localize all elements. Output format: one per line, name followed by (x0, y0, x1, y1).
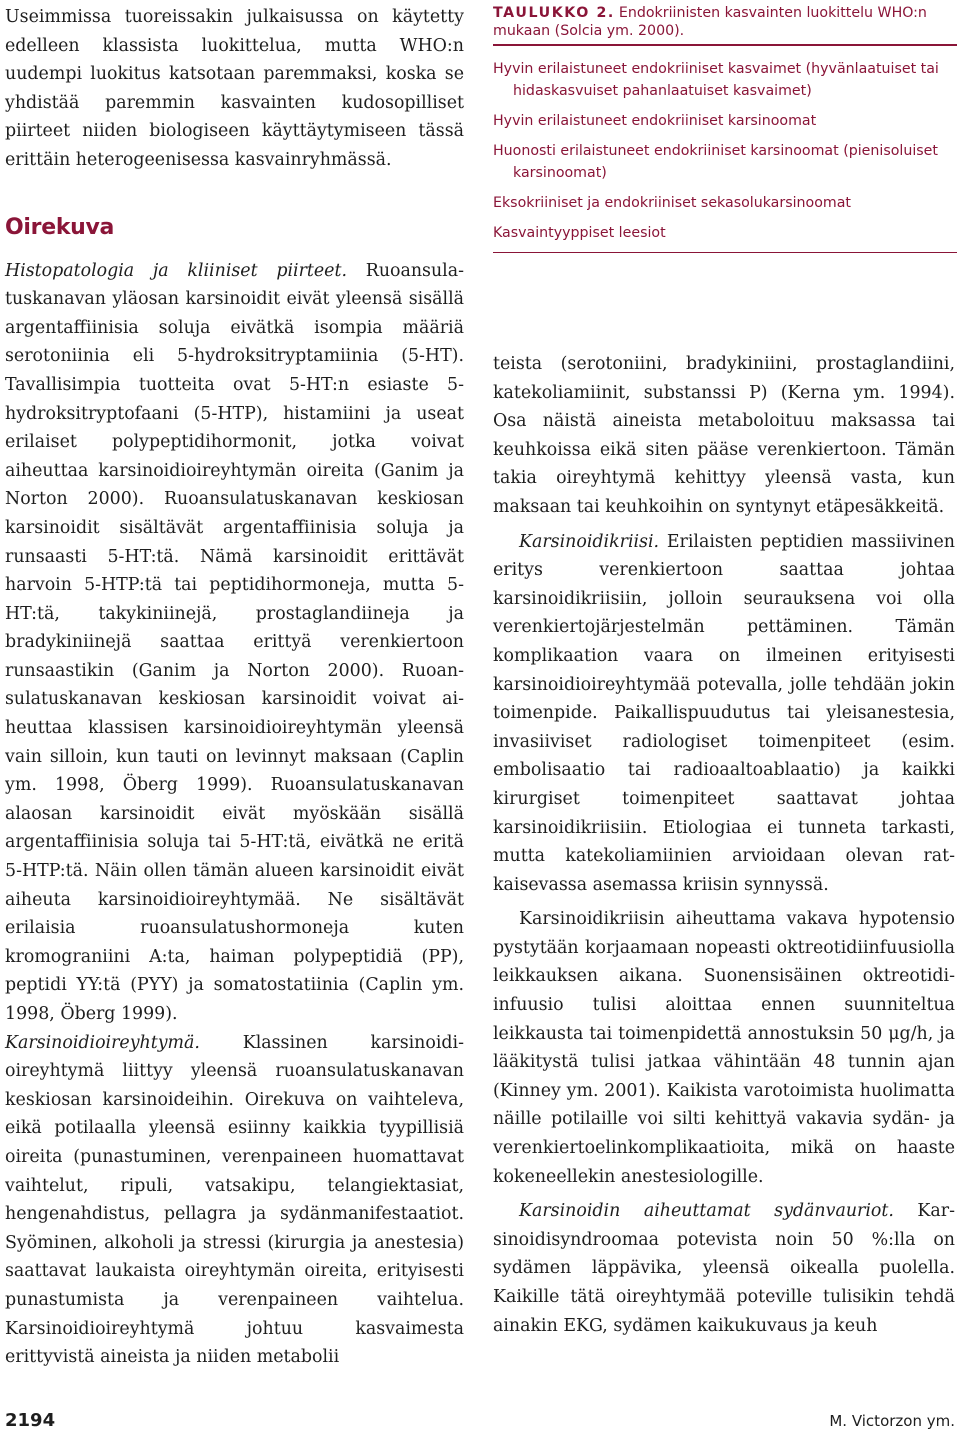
table-bottom-rule (493, 252, 957, 253)
left-column (5, 0, 464, 1372)
intro-paragraph: Useimmissa tuoreissakin julkaisussa on käytetty edelleen klassista luokittelua, mutta WHO:n uudempi luokitus katsotaan paremmaksi, koska se yhdistää paremmin kasvainten kudosopilliset piirteet niiden biologiseen käyttäytymiseen tässä erittäin heterogeenisessa kasvainryhmässä. (5, 7, 464, 170)
crisis-treatment-paragraph: Karsinoidikriisin aiheuttama vakava hypotensio pystytään korjaamaan nopeasti oktreotidiinfuusiolla leikkauksen aikana. Suonensisäinen oktreotidi-infuusio tulisi aloittaa ennen suunniteltua leikkausta tai toimenpidettä annostuksin 50 μg/h, ja lääkitystä tulisi jatkaa vähintään 48 tunnin ajan (Kinney ym. 2001). Kaikista varotoimista huolimatta näille potilaille voi silti kehittyä vakavia sydän- ja verenkiertoelinkomplikaatioita, mikä on haaste kokeneellekin anestesiologille. (493, 909, 955, 1187)
table-row: Hyvin erilaistuneet endokriiniset karsinoomat (493, 113, 817, 129)
right-column (493, 350, 955, 1340)
section-heading: Oirekuva (5, 214, 115, 240)
heart-text: Karsinoidisyndroomaa potevista noin 50 %:lla on sydämen läppävika, yleensä oikealla puolella. Kaikille tätä oireyhtymää poteville tulisikin tehdä ainakin EKG, sydämen kaikukuvaus ja keuh (493, 1201, 955, 1336)
histopathology-text: Ruoansulatuskanavan yläosan karsinoidit eivät yleensä sisällä argentaffiinisia soluja eivätkä isompia määriä serotoniinia eli 5-hydroksitryptamiinia (5-HT). Tavallisimpia tuotteita ovat 5-HT:n esiaste 5-hydroksitryptofaani (5-HTP), histamiini ja useat erilaiset polypeptidihormonit, jotka voivat aiheuttaa karsinoidioireyhtymän oireita (Ganim ja Norton 2000). Ruoansulatuskanavan keskiosan karsinoidit sisältävät argentaffiinisia soluja ja runsaasti 5-HT:tä. Nämä karsinoidit erittävät harvoin 5-HTP:tä tai peptidihormoneja, mutta 5-HT:tä, takykiniinejä, prostaglandiineja ja bradykiniinejä saattaa erittyä verenkiertoon runsaastikin (Ganim ja Norton 2000). Ruoansulatuskanavan keskiosan karsinoidit voivat aiheuttaa klassisen karsinoidioireyhtymän yleensä vain silloin, kun tauti on levinnyt maksaan (Caplin ym. 1998, Öberg 1999). Ruoansulatuskanavan alaosan karsinoidit eivät myöskään sisällä argentaffiinisia soluja tai 5-HT:tä, eivätkä ne eritä 5-HTP:tä. Näin ollen tämän alueen karsinoidit eivät aiheuta karsinoidioireyhtymää. Ne sisältävät erilaisia ruoansulatushormoneja kuten kromograniini A:ta, haiman polypeptidiä (PP), peptidi YY:tä (PYY) ja somatostatiinia (Caplin ym. 1998, Öberg 1999). (5, 260, 464, 1024)
table-row: Huonosti erilaistuneet endokriiniset karsinoomat (pienisoluiset karsinoomat) (493, 143, 938, 181)
continuation-paragraph: teista (serotoniini, bradykiniini, prostaglandiini, katekoliamiinit, substanssi P) (Kerna ym. 1994). Osa näistä aineista metaboloituu maksassa tai keuhkoissa eikä siten pääse verenkiertoon. Tämän takia oireyhtymä kehittyy yleensä vasta, kun maksaan tai keuhkoihin on syntynyt etäpesäkkeitä. (493, 354, 955, 517)
classification-table (493, 4, 957, 253)
table-row: Hyvin erilaistuneet endokriiniset kasvaimet (hyvänlaatuiset tai hidaskasvuiset pahanlaatuiset kasvaimet) (493, 61, 939, 99)
crisis-lead: Karsinoidikriisi. (519, 531, 660, 552)
page-number: 2194 (5, 1410, 56, 1431)
crisis-text: Erilaisten peptidien massiivinen eritys verenkiertoon saattaa johtaa karsinoidikriisiin, jolloin seurauksena voi olla verenkiertojärjestelmän pettäminen. Tämän komplikaation vaara on ilmeinen erityisesti karsinoidioireyhtymää potevalla, jolle tehdään jokin toimenpide. Paikallispuudutus tai yleisanestesia, invasiiviset radiologiset toimenpiteet (esim. embolisaatio tai radioaaltoablaatio) ja kaikki kirurgiset toimenpiteet saattavat johtaa karsinoidikriisiin. Etiologiaa ei tunneta tarkasti, mutta katekoliamiinien arvioidaan olevan ratkaisevassa asemassa kriisin synnyssä. (493, 531, 955, 895)
crisis-paragraph (493, 528, 955, 900)
histopathology-paragraph (5, 257, 464, 1029)
syndrome-text: Klassinen karsinoidioireyhtymä liittyy yleensä ruoansulatuskanavan keskiosan karsinoideihin. Oirekuva on vaihteleva, eikä potilaalla yleensä esiinny kaikkia tyypillisiä oireita (punastuminen, verenpaineen huomattavat vaihtelut, ripuli, vatsakipu, telangiektasiat, hengenahdistus, pellagra ja sydänmanifestaatiot. Syöminen, alkoholi ja stressi (kirurgia ja anestesia) saattavat laukaista oireyhtymän oireita, erityisesti punastumista ja verenpaineen vaihtelua. Karsinoidioireyhtymä johtuu kasvaimesta erittyvistä aineista ja niiden metabolii (5, 1032, 464, 1368)
table-row: Eksokriiniset ja endokriiniset sekasolukarsinoomat (493, 195, 851, 211)
author-footer: M. Victorzon ym. (829, 1412, 955, 1430)
table-caption-text: Endokriinisten kasvainten luokittelu WHO:n mukaan (Solcia ym. 2000). (493, 5, 927, 39)
heart-lead: Karsinoidin aiheuttamat sydänvauriot. (519, 1201, 894, 1222)
table-rows (493, 46, 957, 244)
table-row: Kasvaintyyppiset leesiot (493, 225, 666, 241)
syndrome-lead: Karsinoidioireyhtymä. (5, 1032, 200, 1053)
table-label: TAULUKKO 2. (493, 5, 615, 21)
syndrome-paragraph (5, 1029, 464, 1372)
histopathology-lead: Histopatologia ja kliiniset piirteet. (5, 260, 347, 281)
heart-paragraph (493, 1197, 955, 1340)
table-caption (493, 4, 957, 44)
